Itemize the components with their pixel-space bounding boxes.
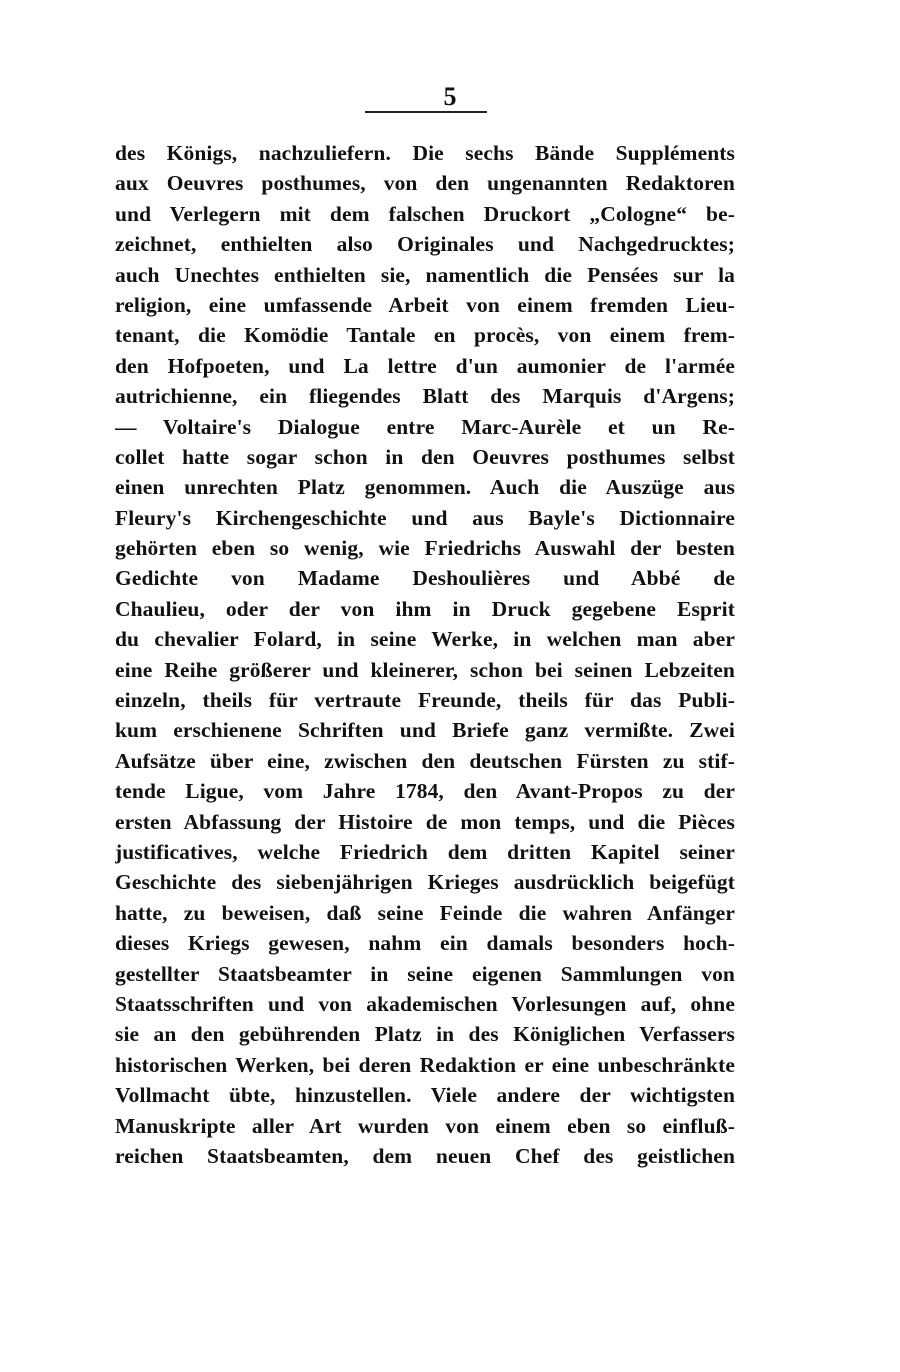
text-line: ersten Abfassung der Histoire de mon temps, und die Pièces <box>115 809 735 834</box>
page-number: 5 <box>443 82 457 111</box>
text-line: aux Oeuvres posthumes, von den ungenannten Redaktoren <box>115 171 735 196</box>
text-line: Vollmacht übte, hinzustellen. Viele andere der wichtigsten <box>115 1083 735 1108</box>
text-line: dieses Kriegs gewesen, nahm ein damals besonders hoch- <box>115 931 735 956</box>
text-line: tende Ligue, vom Jahre 1784, den Avant-Propos zu der <box>115 779 735 804</box>
text-line: autrichienne, ein fliegendes Blatt des Marquis d'Argens; <box>115 384 735 409</box>
text-line: auch Unechtes enthielten sie, namentlich die Pensées sur la <box>115 262 735 287</box>
text-line: Staatsschriften und von akademischen Vorlesungen auf, ohne <box>115 991 735 1016</box>
text-line: kum erschienene Schriften und Briefe ganz vermißte. Zwei <box>115 718 735 743</box>
text-line: einzeln, theils für vertraute Freunde, theils für das Publi- <box>115 688 735 713</box>
text-line: gestellter Staatsbeamter in seine eigenen Sammlungen von <box>115 961 735 986</box>
text-line: und Verlegern mit dem falschen Druckort „Cologne“ be- <box>115 201 735 226</box>
text-line: historischen Werken, bei deren Redaktion er eine unbeschränkte <box>115 1052 735 1077</box>
text-line: religion, eine umfassende Arbeit von einem fremden Lieu- <box>115 292 735 317</box>
text-line: gehörten eben so wenig, wie Friedrichs Auswahl der besten <box>115 536 735 561</box>
text-line: — Voltaire's Dialogue entre Marc-Aurèle et un Re- <box>115 414 735 439</box>
text-line: justificatives, welche Friedrich dem dritten Kapitel seiner <box>115 839 735 864</box>
text-line: Chaulieu, oder der von ihm in Druck gegebene Esprit <box>115 596 735 621</box>
text-line: Geschichte des siebenjährigen Krieges ausdrücklich beigefügt <box>115 870 735 895</box>
text-line: eine Reihe größerer und kleinerer, schon bei seinen Lebzeiten <box>115 657 735 682</box>
body-text <box>115 138 735 1171</box>
text-line: reichen Staatsbeamten, dem neuen Chef des geistlichen <box>115 1143 735 1168</box>
text-line: Gedichte von Madame Deshoulières und Abbé de <box>115 566 735 591</box>
text-line: den Hofpoeten, und La lettre d'un aumonier de l'armée <box>115 353 735 378</box>
text-line: du chevalier Folard, in seine Werke, in welchen man aber <box>115 627 735 652</box>
text-line: tenant, die Komödie Tantale en procès, von einem frem- <box>115 323 735 348</box>
text-line: zeichnet, enthielten also Originales und Nachgedrucktes; <box>115 232 735 257</box>
text-line: collet hatte sogar schon in den Oeuvres posthumes selbst <box>115 444 735 469</box>
header-rule <box>365 111 487 113</box>
text-line: sie an den gebührenden Platz in des Königlichen Verfassers <box>115 1022 735 1047</box>
text-line: hatte, zu beweisen, daß seine Feinde die wahren Anfänger <box>115 900 735 925</box>
text-line: Fleury's Kirchengeschichte und aus Bayle's Dictionnaire <box>115 505 735 530</box>
text-line: einen unrechten Platz genommen. Auch die Auszüge aus <box>115 475 735 500</box>
text-line: Manuskripte aller Art wurden von einem eben so einfluß- <box>115 1113 735 1138</box>
text-line: des Königs, nachzuliefern. Die sechs Bände Suppléments <box>115 141 735 165</box>
text-line: Aufsätze über eine, zwischen den deutschen Fürsten zu stif- <box>115 748 735 773</box>
